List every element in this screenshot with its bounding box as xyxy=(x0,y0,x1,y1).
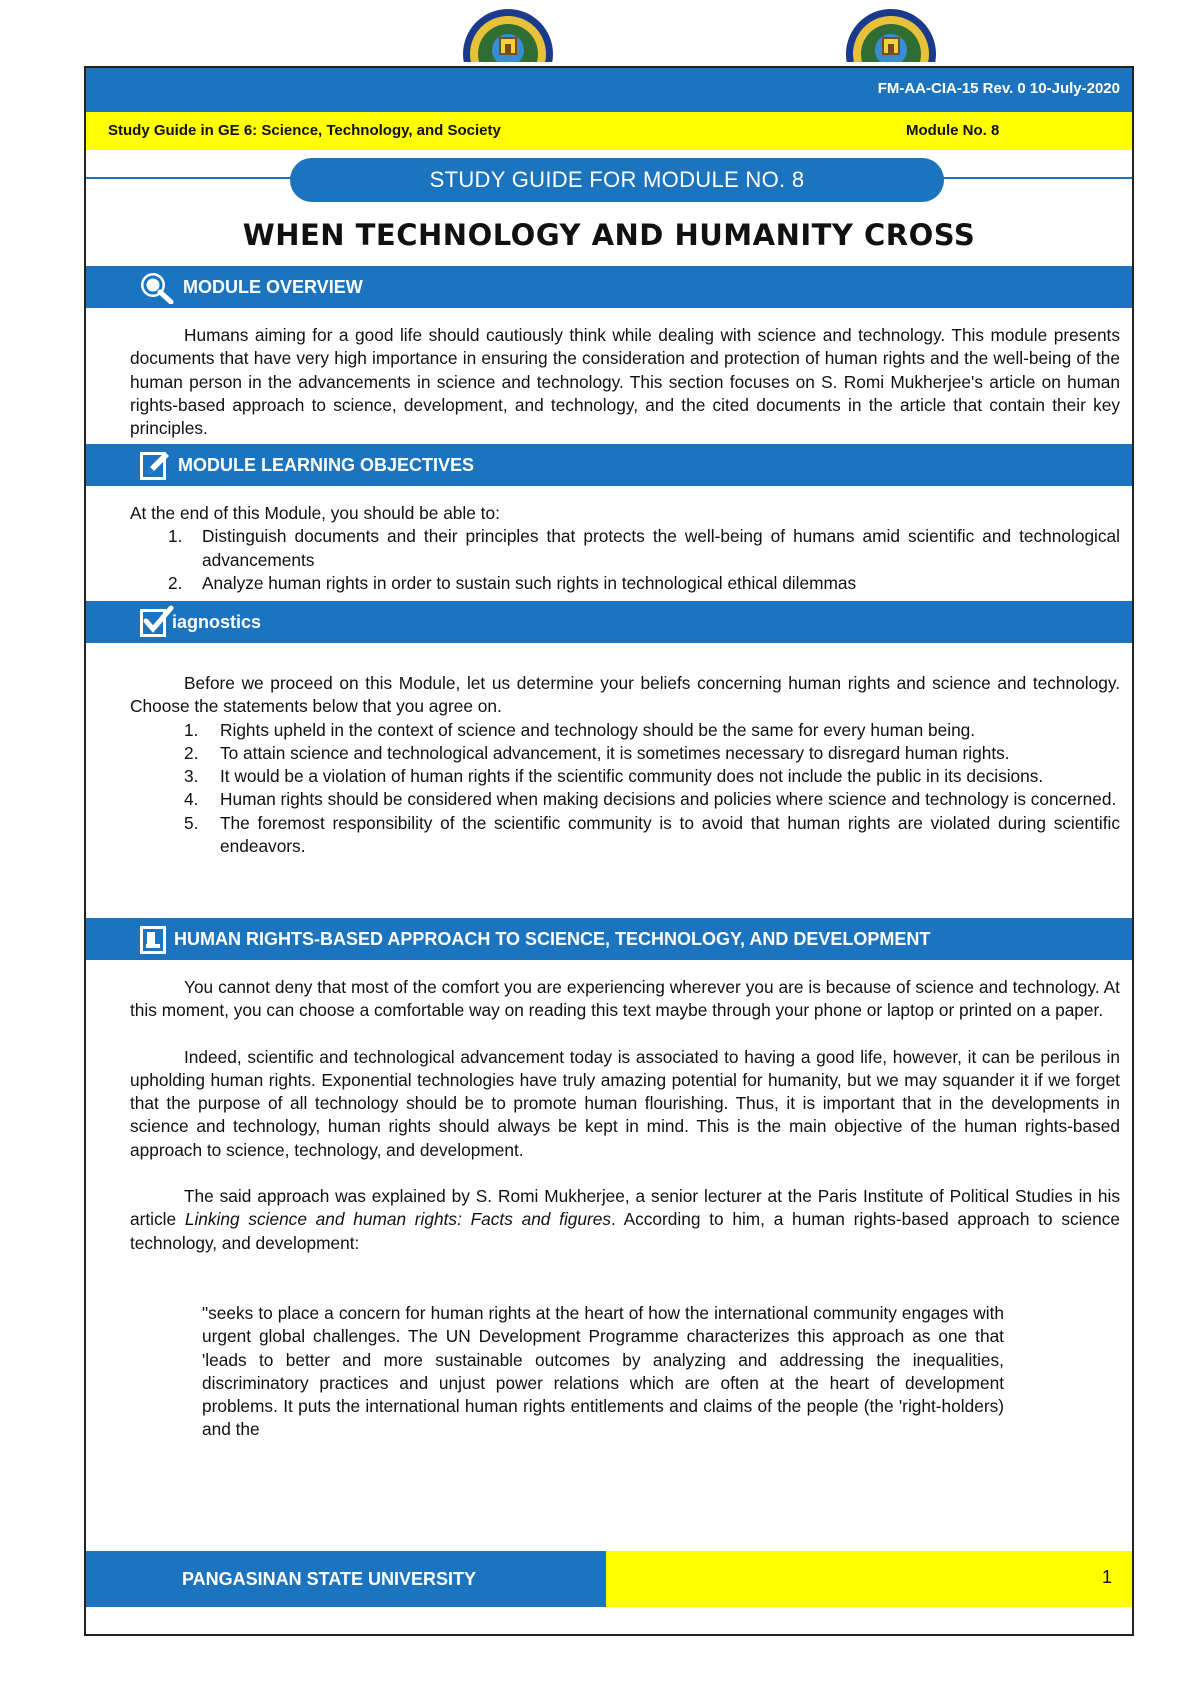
checkbox-icon xyxy=(138,605,174,639)
list-item: 4. Human rights should be considered when making decisions and policies where science and technology is concerned. xyxy=(184,789,1117,810)
page-number: 1 xyxy=(1101,1567,1112,1587)
pencil-icon xyxy=(138,448,174,482)
section-header-objectives xyxy=(86,444,1132,486)
header-bar xyxy=(86,68,1132,112)
list-item: 2. Analyze human rights in order to sustain such rights in technological ethical dilemmas xyxy=(168,572,857,593)
magnifier-icon xyxy=(138,270,174,304)
form-code: FM-AA-CIA-15 Rev. 0 10-July-2020 xyxy=(877,80,1120,97)
banner: STUDY GUIDE FOR MODULE NO. 8 xyxy=(290,158,944,202)
module-number: Module No. 8 xyxy=(906,122,1000,139)
section-header-diagnostics xyxy=(86,601,1132,643)
course-bar xyxy=(86,112,1132,150)
objectives-text xyxy=(130,502,1120,595)
diagnostics-intro: Before we proceed on this Module, let us determine your beliefs concerning human rights and science and technology. Choose the statements below that you agree on. xyxy=(130,673,1120,717)
footer-bar xyxy=(86,1551,606,1607)
university-name: PANGASINAN STATE UNIVERSITY xyxy=(182,1569,477,1589)
paragraph: You cannot deny that most of the comfort you are experiencing wherever you are is because of science and technology. At this moment, you can choose a comfortable way on reading this text maybe through your phone or laptop or printed on a paper. xyxy=(130,977,1120,1021)
paragraph: The said approach was explained by S. Romi Mukherjee, a senior lecturer at the Paris Institute of Political Studies in his article Linking science and human rights: Facts and figures. According to him, a human rights-based approach to science technology, and development: xyxy=(130,1186,1120,1253)
list-item: 1. Distinguish documents and their principles that protects the well-being of humans amid scientific and technological advancements xyxy=(168,526,1120,570)
section-title: MODULE OVERVIEW xyxy=(183,277,363,297)
list-item: 1. Rights upheld in the context of science and technology should be the same for every human being. xyxy=(184,719,976,740)
diagnostics-text xyxy=(130,672,1120,858)
page-frame xyxy=(84,66,1134,1636)
university-seal-left xyxy=(462,4,554,62)
university-seal-right xyxy=(845,4,937,62)
objectives-intro: At the end of this Module, you should be able to: xyxy=(130,503,500,523)
course-title: Study Guide in GE 6: Science, Technology, and Society xyxy=(108,122,501,139)
list-item: 5. The foremost responsibility of the scientific community is to avoid that human rights are violated during scientific endeavors. xyxy=(184,812,1120,857)
article-title: Linking science and human rights: Facts and figures xyxy=(184,1209,612,1230)
overview-text xyxy=(130,324,1120,440)
book-icon xyxy=(138,922,174,956)
section-title: HUMAN RIGHTS-BASED APPROACH TO SCIENCE, TECHNOLOGY, AND DEVELOPMENT xyxy=(174,929,931,949)
section-header-overview xyxy=(86,266,1132,308)
footer-page xyxy=(606,1551,1132,1607)
page-title: WHEN TECHNOLOGY AND HUMANITY CROSS xyxy=(242,218,976,252)
paragraph: Indeed, scientific and technological advancement today is associated to having a good life, however, it can be perilous in upholding human rights. Exponential technologies have truly amazing potential for humanity, but we may squander it if we forget that the purpose of all technology should be to promote human flourishing. Thus, it is important that in the developments in science and technology, human rights should always be kept in mind. This is the main objective of the human rights-based approach to science, technology, and development. xyxy=(130,1046,1120,1160)
approach-text xyxy=(130,976,1120,1255)
section-title: MODULE LEARNING OBJECTIVES xyxy=(178,455,475,475)
section-title: iagnostics xyxy=(172,612,262,632)
block-quote: "seeks to place a concern for human rights at the heart of how the international community engages with urgent global challenges. The UN Development Programme characterizes this approach as one that 'leads to better and more sustainable outcomes by analyzing and addressing the inequalities, discriminatory practices and unjust power relations which are often at the heart of development problems. It puts the international human rights entitlements and claims of the people (the 'right-holders) and the xyxy=(202,1303,1004,1440)
diagnostics-list xyxy=(130,719,1120,859)
paragraph: Humans aiming for a good life should cautiously think while dealing with science and technology. This module presents documents that have very high importance in ensuring the consideration and protection of human rights and the well-being of the human person in the advancements in science and technology. This section focuses on S. Romi Mukherjee's article on human rights-based approach to science, development, and technology, and the cited documents in the article that contain their key principles. xyxy=(130,325,1120,439)
list-item: 3. It would be a violation of human rights if the scientific community does not include the public in its decisions. xyxy=(184,766,1044,787)
section-header-approach xyxy=(86,918,1132,960)
objectives-list xyxy=(130,525,1120,595)
list-item: 2. To attain science and technological advancement, it is sometimes necessary to disregard human rights. xyxy=(184,742,1010,763)
